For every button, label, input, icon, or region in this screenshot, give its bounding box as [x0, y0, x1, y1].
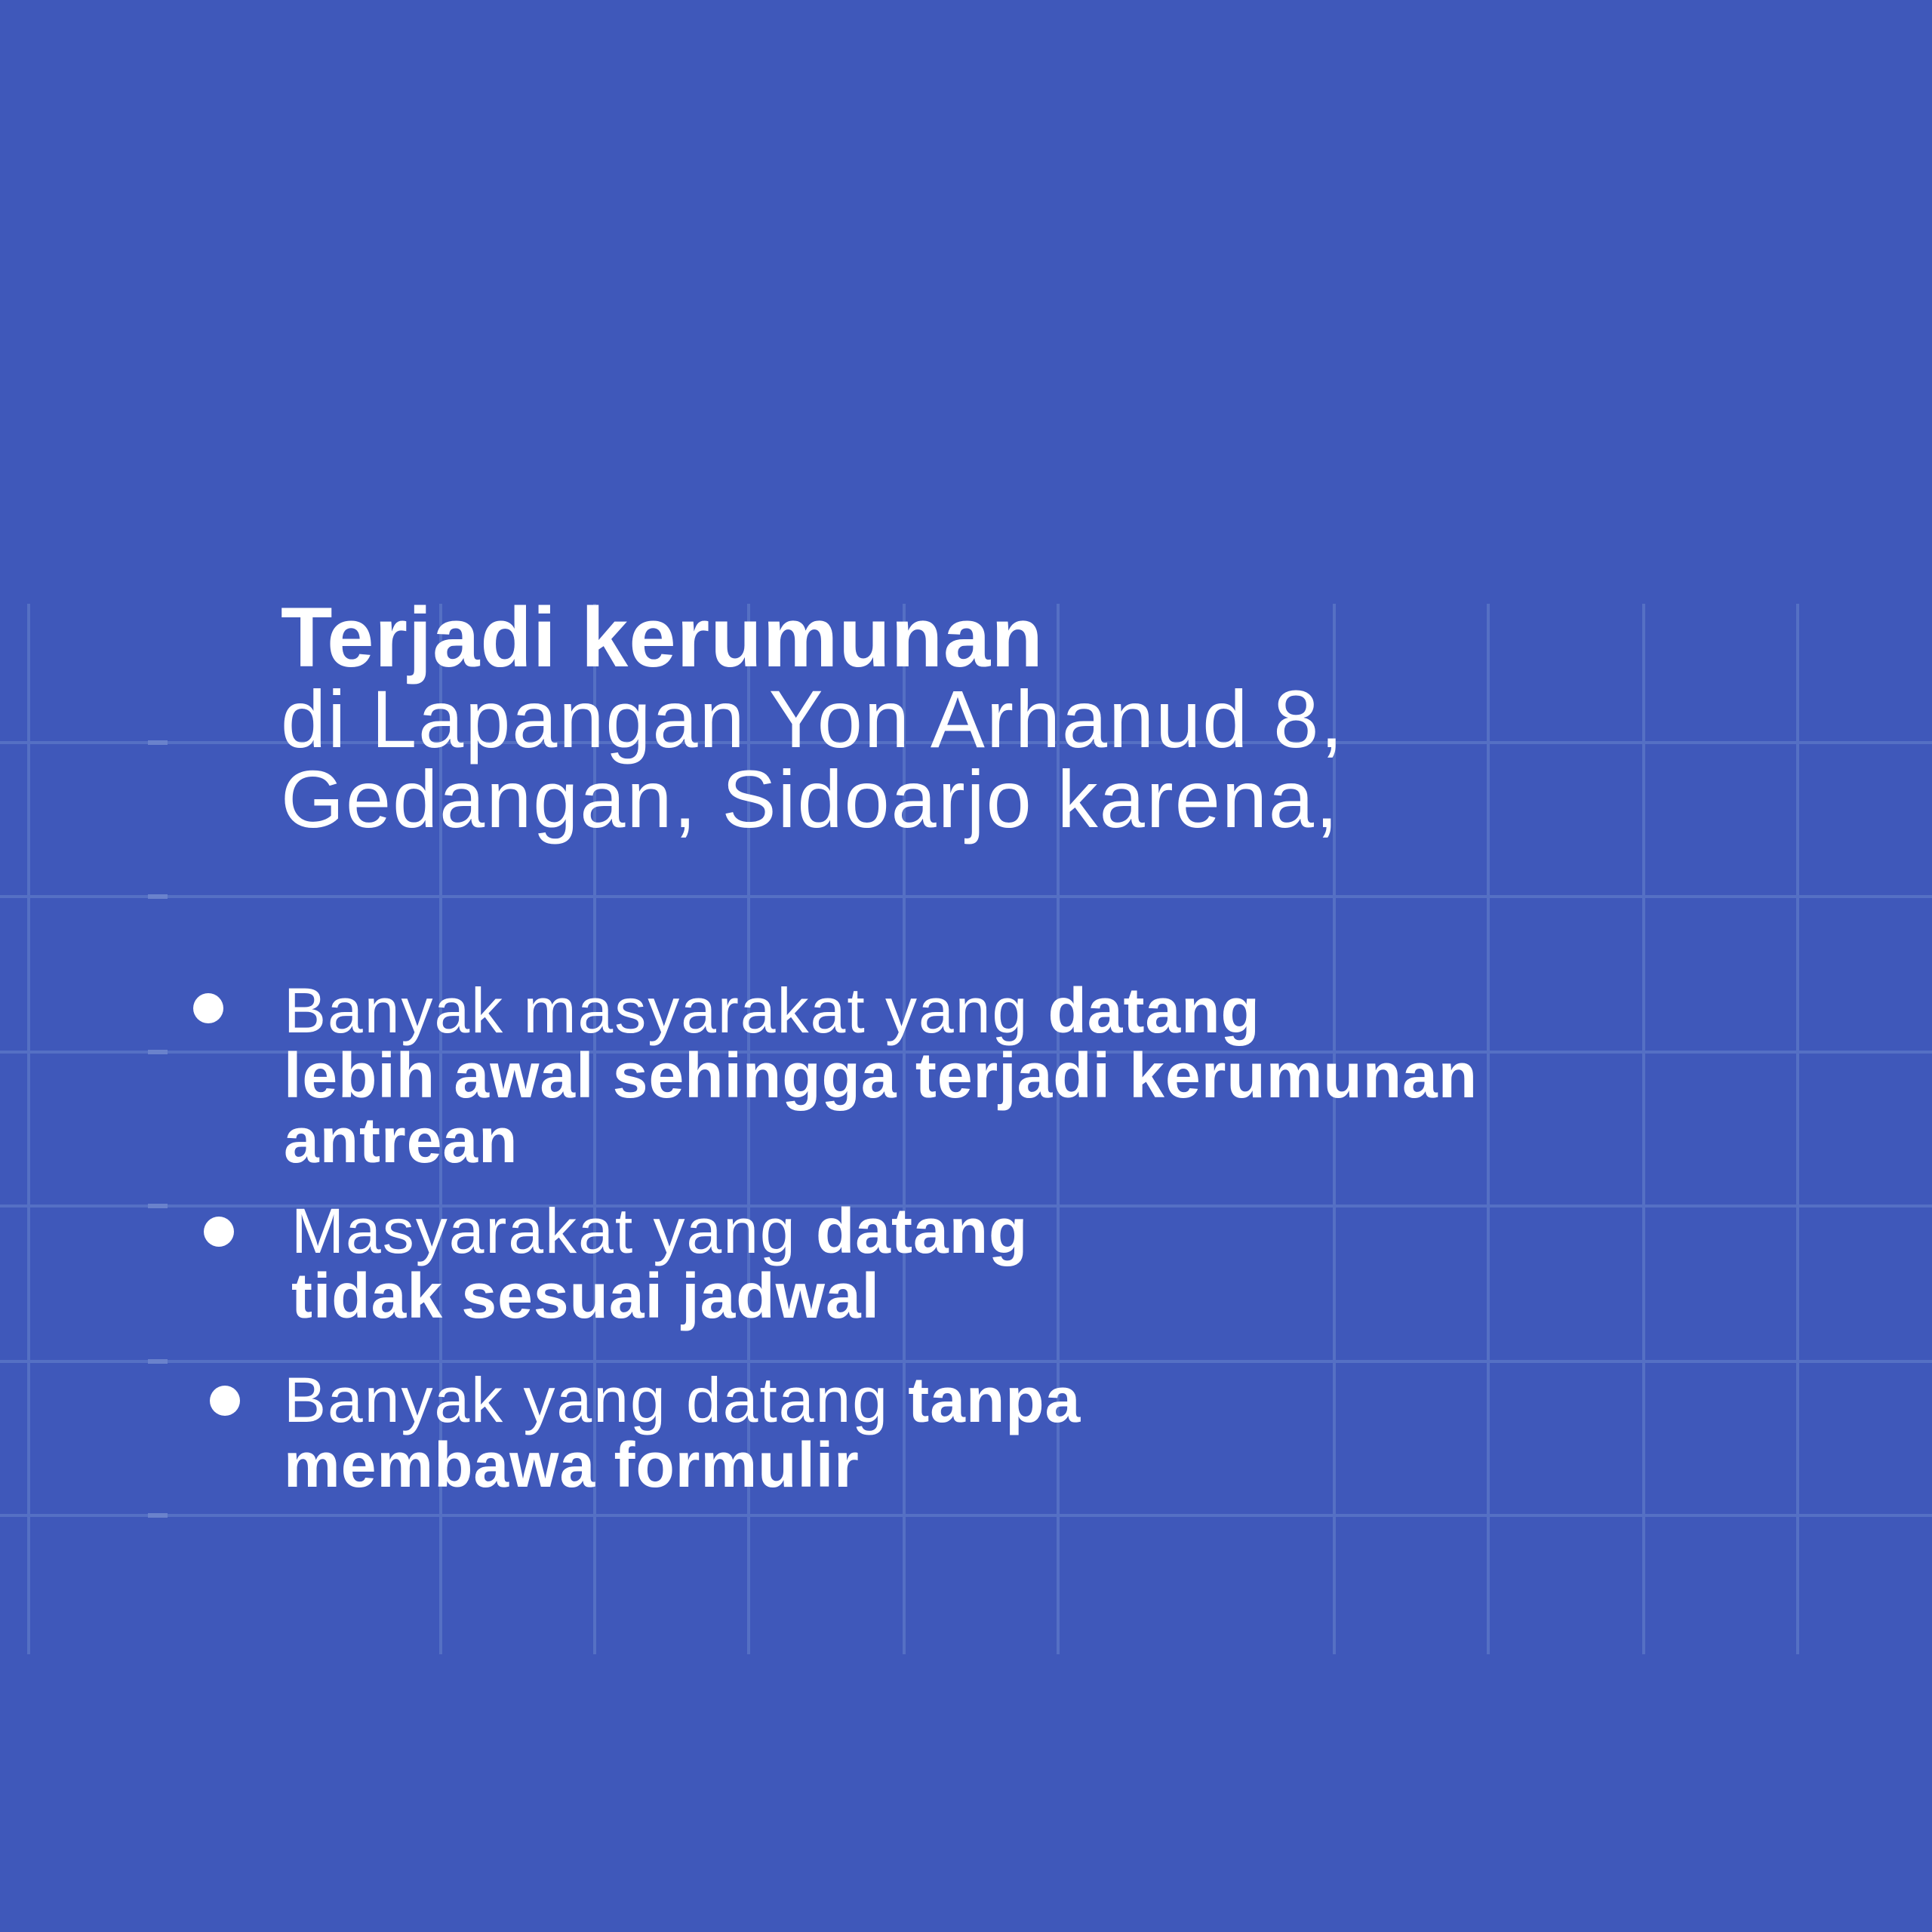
list-item-emphasis: datang — [1048, 975, 1260, 1046]
bullet-dot-icon — [193, 993, 223, 1023]
grid-line — [0, 1360, 1932, 1363]
list-item-emphasis: tanpa — [908, 1364, 1081, 1435]
grid-tick — [148, 1359, 168, 1364]
list-item-regular: Banyak yang datang — [284, 1364, 909, 1435]
headline-subtitle-line: Gedangan, Sidoarjo karena, — [281, 753, 1340, 844]
grid-line — [0, 895, 1932, 898]
headline-title: Terjadi kerumunan — [281, 590, 1044, 685]
grid-line — [0, 1514, 1932, 1517]
list-item-regular: Banyak masyarakat yang — [284, 975, 1048, 1046]
grid-tick — [148, 740, 168, 745]
list-item-emphasis: membawa formulir — [284, 1429, 860, 1500]
list-item-emphasis: lebih awal sehingga terjadi kerumunan — [284, 1040, 1478, 1111]
list-item-text — [284, 975, 1478, 1176]
list-item-regular: Masyarakat yang — [291, 1195, 816, 1266]
grid-line — [27, 604, 30, 1654]
headline-subtitle-line: di Lapangan Yon Arhanud 8, — [281, 673, 1345, 764]
grid-line — [1796, 604, 1799, 1654]
grid-tick — [148, 1513, 168, 1518]
headline — [281, 590, 1715, 844]
list-item-emphasis: tidak sesuai jadwal — [291, 1260, 881, 1331]
grid-tick — [148, 1204, 168, 1208]
list-item-text — [284, 1364, 1081, 1500]
list-item-emphasis: datang — [815, 1195, 1029, 1266]
list-item-emphasis: antrean — [284, 1105, 518, 1176]
grid-tick — [148, 1050, 168, 1054]
list-item-text — [291, 1195, 1029, 1331]
bullet-dot-icon — [210, 1386, 240, 1416]
bullet-dot-icon — [204, 1217, 234, 1247]
grid-tick — [148, 894, 168, 899]
